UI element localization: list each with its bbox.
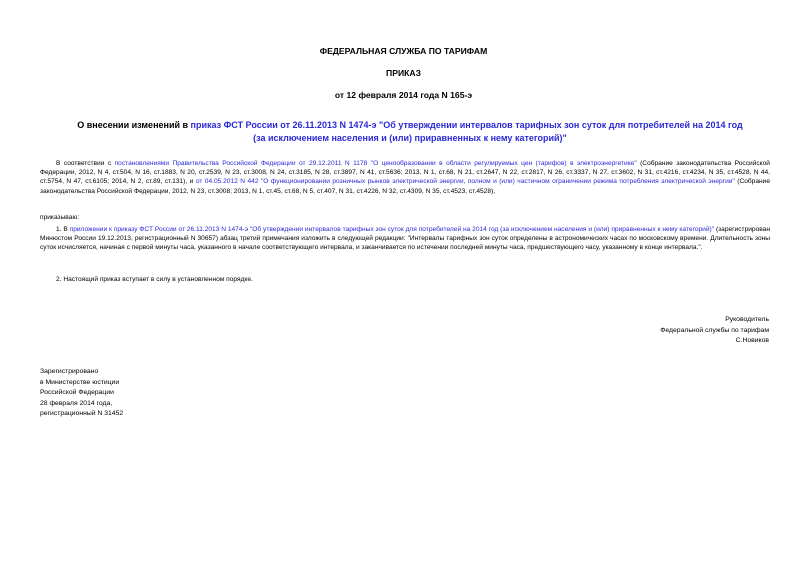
- registration-line-2: в Министерстве юстиции: [40, 378, 120, 386]
- signatory-name: С.Новиков: [735, 337, 769, 344]
- item-1-paragraph: [40, 225, 770, 253]
- signatory-org: Федеральной службы по тарифам: [660, 326, 769, 334]
- document-type: ПРИКАЗ: [386, 68, 421, 78]
- resolution-442-link[interactable]: от 04.05.2012 N 442 "О функционировании розничных рынков электрической энергии, полном и (или) частичном ограничении режима потребления электрической энергии": [195, 178, 735, 186]
- title-prefix: О внесении изменений в: [77, 120, 191, 130]
- preamble-text-3: (Собрание законодательства Российской Федерации, 2012, N 23, ст.3008; 2013, N 1, ст.45, ст.68, N 5, ст.407, N 31, ст.4226, N 32, ст.4309, N 35, ст.4523, ст.4528),: [40, 178, 770, 195]
- agency-heading: ФЕДЕРАЛЬНАЯ СЛУЖБА ПО ТАРИФАМ: [319, 46, 488, 56]
- item-1-text-1: 1. В: [56, 226, 70, 233]
- registration-block: [40, 367, 240, 420]
- resolution-1178-link[interactable]: постановлениями Правительства Российской Федерации от 29.12.2011 N 1178 "О ценообразовании в области регулируемых цен (тарифов) в электроэнергетике": [114, 160, 637, 167]
- registration-line-1: Зарегистрировано: [40, 368, 99, 375]
- registration-line-5: регистрационный N 31452: [40, 410, 124, 417]
- preamble-text-1: В соответствии с: [56, 160, 115, 167]
- order-word: приказываю:: [40, 214, 80, 221]
- document-date-number: от 12 февраля 2014 года N 165-э: [334, 90, 473, 100]
- title-order-link[interactable]: приказ ФСТ России от 26.11.2013 N 1474-э "Об утверждении интервалов тарифных зон суток для потребителей на 2014 год (за исключением населения и (или) приравненных к нему категорий)": [190, 120, 743, 143]
- registration-line-3: Российской Федерации: [40, 389, 114, 396]
- preamble-text-2: (Собрание законодательства Российской Федерации, 2012, N 4, ст.504, N 16, ст.1883, N 20, ст.2539, N 23, ст.3008, N 24, ст.3185, N 28, ст.3897, N 41, ст.5636; 2013, N 1, ст.68, N 21, ст.2647, N 22, ст.2817, N 26, ст.3337, N 27, ст.3602, N 31, ст.4216, ст.4234, N 35, ст.4528, N 44, ст.5754, N 47, ст.6105; 2014, N 2, ст.89, ст.131), и: [40, 160, 771, 186]
- signatory-position: Руководитель: [725, 316, 769, 323]
- document-title: [70, 119, 750, 145]
- item-1-text-2: (зарегистрирован Минюстом России 19.12.2013, регистрационный N 30657) абзац третий примечания изложить в следующей редакции: "Интервалы тарифных зон суток определены в астрономических часах по московскому времени. Длительность зоны суток исчисляется, начиная с первой минуты часа, указанного в начале соответствующего интервала, и заканчивается по истечении последней минуты часа, предшествующего часу, указанному в конце интервала.".: [40, 226, 770, 252]
- signature-block: [509, 315, 769, 347]
- appendix-order-link[interactable]: приложении к приказу ФСТ России от 26.11.2013 N 1474-э "Об утверждении интервалов тарифных зон суток для потребителей на 2014 год (за исключением населения и (или) приравненных к нему категорий)": [69, 226, 715, 233]
- preamble-paragraph: [40, 159, 770, 196]
- registration-line-4: 28 февраля 2014 года,: [40, 399, 113, 407]
- item-2-paragraph: 2. Настоящий приказ вступает в силу в установленном порядке.: [56, 276, 253, 283]
